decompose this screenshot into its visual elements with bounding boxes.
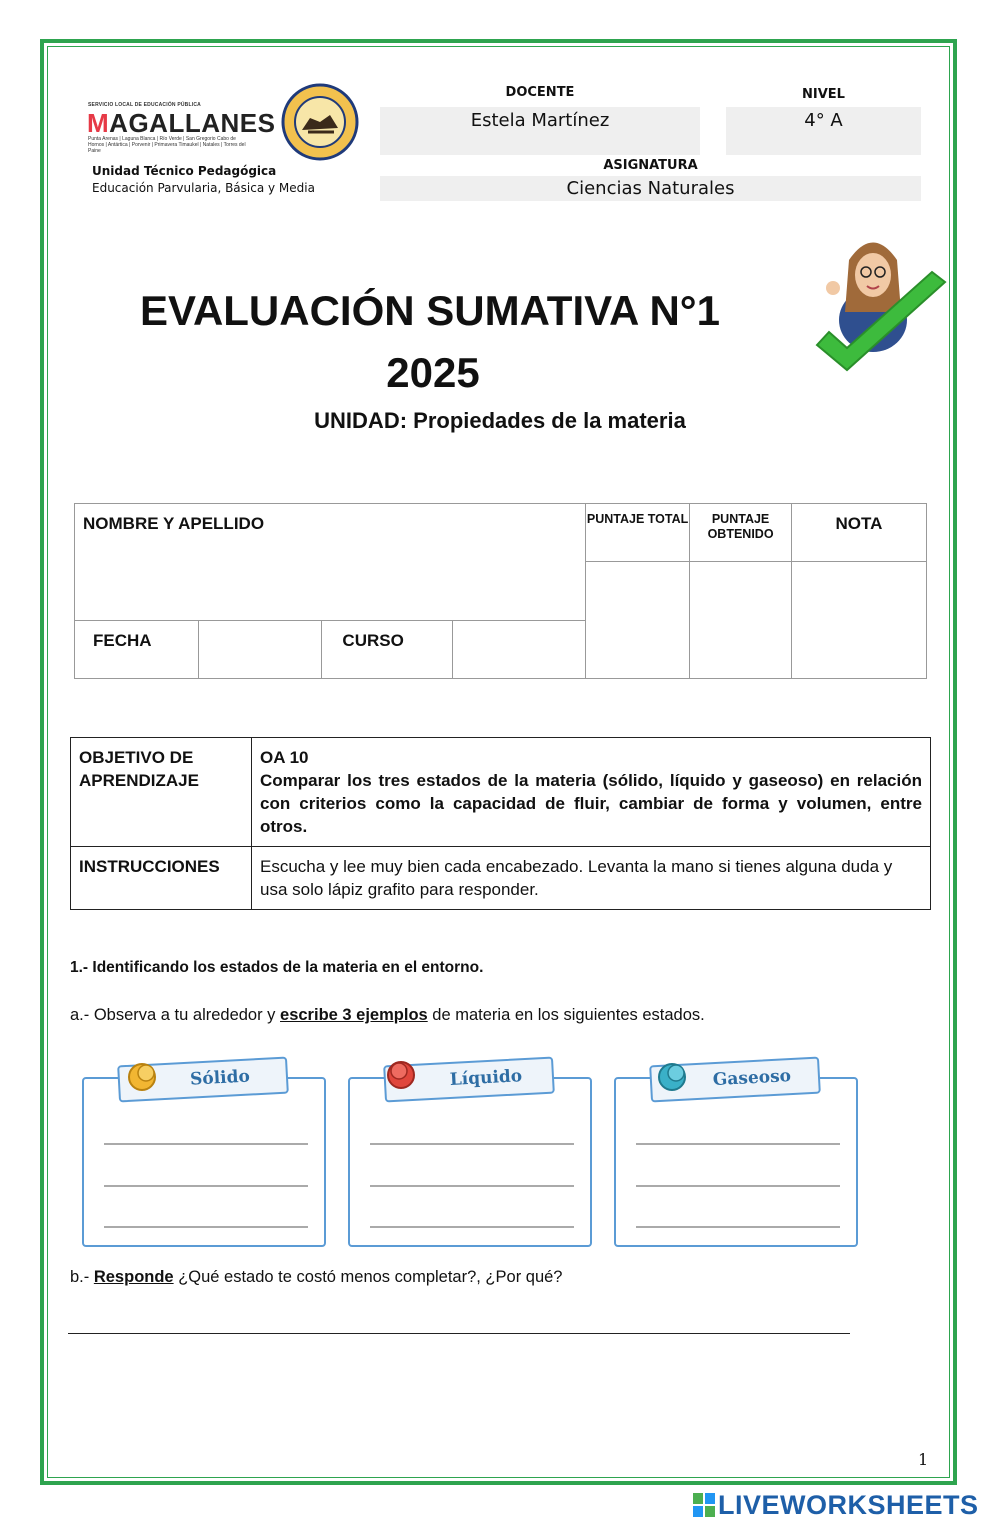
answer-line[interactable] — [104, 1185, 308, 1187]
fecha-label: FECHA — [75, 621, 199, 679]
logo-small-text: SERVICIO LOCAL DE EDUCACIÓN PÚBLICA — [88, 102, 201, 108]
instrucciones-label: INSTRUCCIONES — [71, 847, 252, 910]
answer-line[interactable] — [104, 1143, 308, 1145]
instrucciones-text: Escucha y lee muy bien cada encabezado. Levanta la mano si tienes alguna duda y usa solo lápiz grafito para responder. — [252, 847, 931, 910]
nombre-label: NOMBRE Y APELLIDO — [83, 514, 265, 533]
watermark[interactable]: LIVEWORKSHEETS — [718, 1490, 979, 1520]
curso-field[interactable] — [452, 621, 585, 679]
answer-line[interactable] — [104, 1226, 308, 1228]
liveworksheets-logo-icon — [692, 1492, 716, 1518]
unit-subtitle: Educación Parvularia, Básica y Media — [92, 181, 315, 195]
answer-line[interactable] — [370, 1143, 574, 1145]
unit-heading: UNIDAD: Propiedades de la materia — [314, 408, 686, 433]
oa-code: OA 10 — [260, 748, 309, 767]
solid-card[interactable] — [82, 1077, 326, 1247]
nivel-label: NIVEL — [802, 87, 845, 102]
asignatura-value: Ciencias Naturales — [566, 178, 735, 199]
puntaje-total-label: PUNTAJE TOTAL — [585, 504, 689, 562]
puntaje-total-field[interactable] — [585, 562, 689, 679]
pushpin-yellow-icon — [125, 1060, 159, 1094]
q1a-suffix: de materia en los siguientes estados. — [427, 1006, 705, 1024]
nota-field[interactable] — [791, 562, 926, 679]
unit-title: Unidad Técnico Pedagógica — [92, 164, 277, 178]
teacher-avatar-check-icon — [805, 220, 955, 385]
question-1a — [70, 1006, 705, 1025]
answer-line[interactable] — [636, 1226, 840, 1228]
curso-label: CURSO — [322, 621, 452, 679]
objetivo-content — [252, 738, 931, 847]
school-seal-icon — [280, 82, 360, 162]
liquid-card[interactable] — [348, 1077, 592, 1247]
q1a-prefix: a.- Observa a tu alrededor y — [70, 1006, 281, 1024]
objetivo-label: OBJETIVO DE APRENDIZAJE — [71, 738, 252, 847]
logo-rest: AGALLANES — [109, 108, 276, 138]
answer-line[interactable] — [636, 1185, 840, 1187]
answer-line[interactable] — [636, 1143, 840, 1145]
objective-table — [70, 737, 931, 910]
answer-line[interactable] — [370, 1185, 574, 1187]
puntaje-obtenido-field[interactable] — [690, 562, 792, 679]
q1b-prefix: b.- — [70, 1268, 94, 1286]
question-1-title: 1.- Identificando los estados de la materia en el entorno. — [70, 959, 484, 976]
q1b-bold: Responde — [93, 1268, 174, 1286]
docente-value: Estela Martínez — [470, 110, 610, 131]
page-title: EVALUACIÓN SUMATIVA N°1 — [140, 287, 720, 334]
asignatura-label: ASIGNATURA — [603, 158, 698, 173]
gas-card[interactable] — [614, 1077, 858, 1247]
gas-label: Gaseoso — [712, 1066, 792, 1091]
pushpin-blue-icon — [655, 1060, 689, 1094]
nombre-field[interactable] — [75, 504, 586, 621]
nivel-field[interactable] — [726, 107, 921, 155]
logo-magallanes: MAGALLANES — [87, 108, 276, 138]
asignatura-field[interactable] — [380, 176, 921, 201]
fecha-field[interactable] — [199, 621, 322, 679]
q1b-suffix: ¿Qué estado te costó menos completar?, ¿Por qué? — [173, 1268, 563, 1286]
student-info-table — [74, 503, 927, 679]
docente-label: DOCENTE — [505, 85, 575, 100]
puntaje-obtenido-label: PUNTAJE OBTENIDO — [690, 504, 792, 562]
solid-label: Sólido — [189, 1066, 251, 1090]
answer-line-b[interactable] — [68, 1333, 850, 1334]
oa-text: Comparar los tres estados de la materia (sólido, líquido y gaseoso) en relación con criterios como la capacidad de fluir, cambiar de forma y volumen, entre otros. — [260, 771, 922, 836]
logo-sub-text: Punta Arenas | Laguna Blanca | Río Verde | San Gregorio Cabo de Hornos | Antártica | Porvenir | Primavera Timaukel | Natales | Torres del Paine — [88, 136, 246, 154]
nivel-value: 4° A — [804, 110, 843, 131]
page-title-year: 2025 — [386, 349, 480, 396]
docente-field[interactable] — [380, 107, 700, 155]
pushpin-red-icon — [384, 1058, 418, 1092]
answer-line[interactable] — [370, 1226, 574, 1228]
q1a-bold: escribe 3 ejemplos — [280, 1006, 428, 1024]
question-1b — [70, 1268, 562, 1287]
page-number: 1 — [918, 1450, 929, 1469]
nota-label: NOTA — [791, 504, 926, 562]
liquid-label: Líquido — [449, 1066, 523, 1090]
